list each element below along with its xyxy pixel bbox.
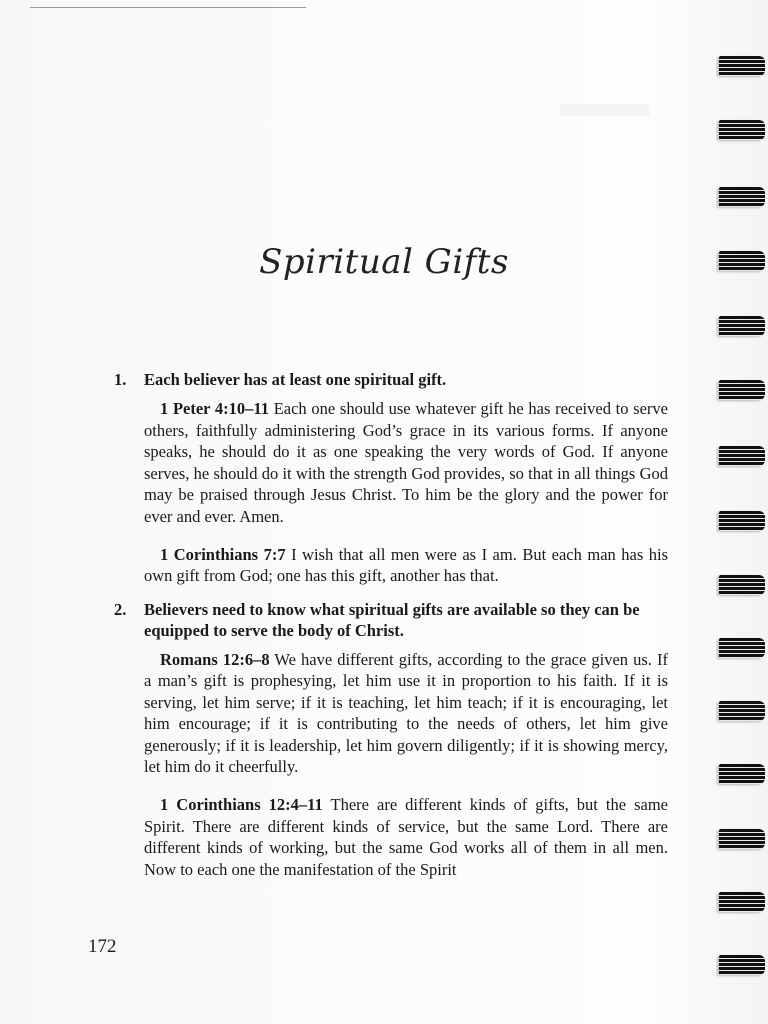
point-number: 1. (114, 370, 127, 389)
verse-text: There are different kinds of gifts, but the same Spirit. There are different kinds of service, but the same Lord. There are different kinds of working, but the same God works all of them in all men. Now to each one the manifestation of the Spirit (144, 795, 669, 879)
binding-coil (719, 511, 765, 531)
verse-reference: Romans 12:6–8 (160, 649, 270, 669)
binding-coil (719, 380, 765, 400)
point-2 (114, 599, 668, 641)
point-number: 2. (114, 599, 127, 619)
binding-coil (719, 764, 765, 784)
verse-passage (144, 649, 668, 778)
verse-text: I wish that all men were as I am. But each man has his own gift from God; one has this gift, another has that. (144, 544, 668, 585)
bleed-through-shadow (560, 104, 650, 116)
verse-reference: 1 Corinthians 7:7 (160, 544, 286, 564)
top-rule (30, 7, 306, 8)
binding-coil (719, 251, 765, 271)
binding-coil (719, 316, 765, 336)
verse-passage (144, 544, 668, 587)
binding-coil (719, 120, 765, 140)
page-title: Spiritual Gifts (259, 242, 509, 282)
verse-passage (144, 398, 668, 527)
verse-passage (144, 794, 668, 880)
verse-reference: 1 Corinthians 12:4–11 (160, 795, 323, 814)
binding-coil (719, 575, 765, 595)
binding-coil (719, 638, 765, 658)
verse-text: We have different gifts, according to the grace given us. If a man’s gift is prophesying, let him use it in proportion to his faith. If it is serving, let him serve; if it is teaching, let him teach; if it is encouraging, let him encourage; if it is contributing to the needs of others, let him give generously; if it is leadership, let him govern diligently; if it is showing mercy, let him do it cheerfully. (144, 649, 668, 776)
binding-coil (719, 701, 765, 721)
binding-coil (719, 829, 765, 849)
point-1 (114, 369, 668, 390)
point-heading: Believers need to know what spiritual gifts are available so they can be equipped to serve the body of Christ. (144, 599, 640, 640)
verse-text: Each one should use whatever gift he has received to serve others, faithfully administering God’s grace in its various forms. If anyone speaks, he should do it as one speaking the very words of God. If anyone serves, he should do it with the strength God provides, so that in all things God may be praised through Jesus Christ. To him be the glory and the power for ever and ever. Amen. (144, 399, 668, 526)
page-body (114, 369, 668, 890)
binding-coil (719, 56, 765, 76)
binding-coil (719, 892, 765, 912)
verse-reference: 1 Peter 4:10–11 (160, 399, 269, 418)
binding-coil (719, 187, 765, 207)
page-number: 172 (88, 936, 117, 957)
spiral-binding (716, 0, 768, 1024)
point-heading: Each believer has at least one spiritual gift. (144, 370, 447, 389)
binding-coil (719, 446, 765, 466)
binding-coil (719, 955, 765, 975)
